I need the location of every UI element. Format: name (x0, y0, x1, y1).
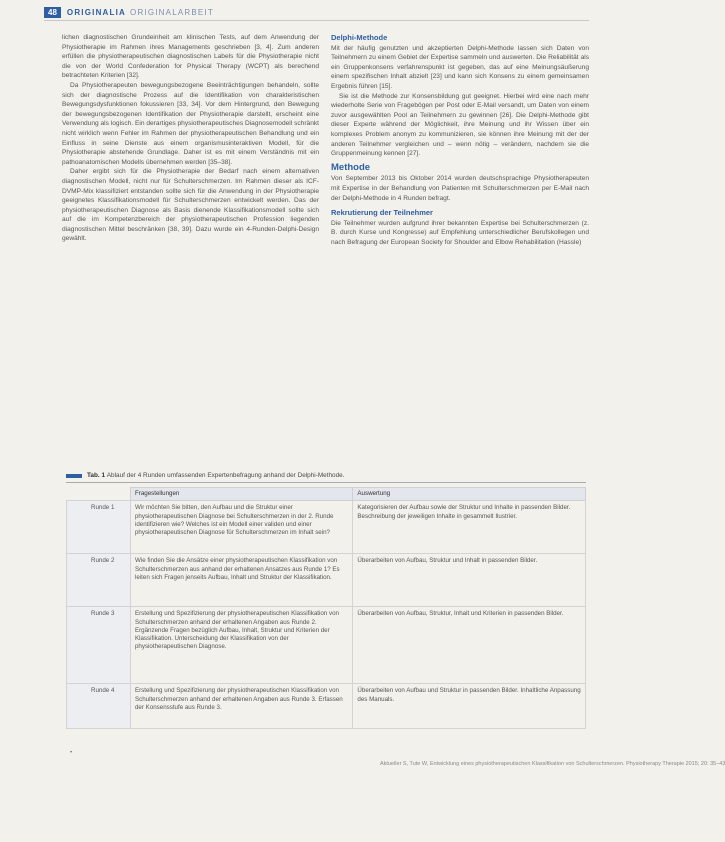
header-rule (44, 20, 589, 21)
evaluation-cell: Überarbeiten von Aufbau, Struktur, Inhalt und Kriterien in passenden Bilder. (353, 607, 586, 684)
question-cell: Erstellung und Spezifizierung der physiotherapeutischen Klassifikation von Schulterschmerzen anhand der erhaltenen Angaben aus Runde 3. Erfassen der Konsensstufe aus Runde 3. (130, 684, 352, 729)
table-header-empty (67, 488, 131, 501)
question-cell: Wir möchten Sie bitten, den Aufbau und die Struktur einer physiotherapeutischen Diagnose bei Schulterschmerzen in der 2. Runde identifizieren wie? Welches ist ein Modell einer validen und einer physiotherapeutischen Diagnose für Schulterschmerzen im Inhalt sein? (130, 501, 352, 554)
body-paragraph: Sie ist die Methode zur Konsensbildung gut geeignet. Hierbei wird eine nach mehr wiederholte Serie von Fragebögen per Post oder E-Mail versandt, um Daten von einem zuvor ausgewählten Pool an Teilnehmern zu gewinnen [26]. Die Delphi-Methode gibt dieser Experte während der Möglichkeit, ihre Meinung und ihr Wissen über ein komplexes Problem anonym zu kommunizieren, sie können ihre Meinung mit der der anderen Teilnehmer vergleichen und – wenn nötig – verändern, nachdem sie die Gruppenmeinung kennen [27]. (331, 92, 589, 158)
round-cell: Runde 3 (67, 607, 131, 684)
left-column (62, 33, 319, 244)
section-heading: Delphi-Methode (331, 33, 388, 42)
table-caption-label: Tab. 1 (87, 472, 105, 479)
evaluation-cell: Überarbeiten von Aufbau, Struktur und Inhalt in passenden Bilder. (353, 554, 586, 607)
evaluation-cell: Überarbeiten von Aufbau und Struktur in passenden Bilder. Inhaltliche Anpassung des Manuals. (353, 684, 586, 729)
round-cell: Runde 4 (67, 684, 131, 729)
subsection-heading: Rekrutierung der Teilnehmer (331, 208, 433, 218)
body-paragraph: Mit der häufig genutzten und akzeptierten Delphi-Methode lassen sich Daten von Teilnehmern zu einem Gebiet der Expertise sammeln und auswerten. Die Reliabilität als ein Gruppenkonsens verfahrenspunkt ist gegeben, das auf eine Meinungsäußerung einem spezifischen Inhalt abzielt [23] und kann sich Konsens zu einem gemeinsamen Ergebnis führen [15]. (331, 44, 589, 90)
question-cell: Wie finden Sie die Ansätze einer physiotherapeutischen Klassifikation von Schulterschmerzen aus anhand der erhaltenen Ansatzes aus Runde 1? Es leiten sich Fragen jenseits Aufbau, Inhalt und Struktur der Klassifikation. (130, 554, 352, 607)
citation-footer: Aktueller S, Tute W, Entwicklung eines physiotherapeutischen Klassifikation von Schulterschmerzen. Physiotherapy Therapie 2015; 20: 35–43 (380, 761, 725, 767)
body-paragraph: Die Teilnehmer wurden aufgrund ihrer bekannten Expertise bei Schulterschmerzen (z. B. durch Kurse und Kongresse) auf Empfehlung unterschiedlicher Berufskollegen und nach Befragung der European Society for Shoulder and Elbow Rehabilitation (Hassle) (331, 219, 589, 246)
section-label: ORIGINALIA (66, 7, 127, 17)
table-row (67, 554, 586, 607)
table-row (67, 684, 586, 729)
table-row (67, 607, 586, 684)
left-paragraph: Da Physiotherapeuten bewegungsbezogene Beeinträchtigungen behandeln, sollte sich der diagnostische Prozess auf die Identifikation von charakteristischen Bewegungsdysfunktionen fokussieren [33, 34]. Vor dem Hintergrund, den Bewegung der bewegungsbezogenen Identifikation der Physiotherapie darstellt, erscheint eine Verwendung als logisch. Ein derartiges physiotherapeutisches Diagnosemodell schränkt nicht wirklich wenn Fehler im Rahmen der physiotherapeutischen Behandlung und ein Einfluss in seine Dienste aus einem organismusinteraktiven Modell, für die Physiotherapie abstehende Grundlage. Daher ist es mit einem Verständnis mit ein pathoanatomischen Modells übernehmen werden [35–38]. (62, 81, 319, 166)
section-sublabel: ORIGINALARBEIT (130, 7, 214, 17)
table-header-cell: Auswertung (353, 488, 586, 501)
table-row (67, 501, 586, 554)
right-column (331, 33, 589, 247)
round-cell: Runde 2 (67, 554, 131, 607)
body-paragraph: Von September 2013 bis Oktober 2014 wurden deutschsprachige Physiotherapeuten mit Expertise in der Behandlung von Patienten mit Schulterschmerzen per E-Mail nach der Delphi-Methode in 4 Runden befragt. (331, 175, 589, 202)
delphi-rounds-table (66, 487, 586, 729)
table-top-rule (66, 482, 586, 483)
bullet-mark: • (70, 750, 73, 756)
table-caption (66, 472, 586, 479)
table-header-cell: Fragestellungen (130, 488, 352, 501)
page-number: 48 (44, 7, 61, 18)
section-heading: Methode (331, 161, 371, 173)
table-header-row (67, 488, 586, 501)
question-cell: Erstellung und Spezifizierung der physiotherapeutischen Klassifikation von Schulterschmerzen anhand der erhaltenen Angaben aus Runde 2. Ergänzende Fragen bezüglich Aufbau, Inhalt, Struktur und Kriterien der Klassifikation. Unterscheidung der Klassifikation von der physiotherapeutischen Diagnose. (130, 607, 352, 684)
left-paragraph: lichen diagnostischen Grundeinheit am klinischen Tests, auf dem Anwendung der Physiotherapie im Rahmen ihres Managements geschrieben [3, 4]. Zum anderen erfüllen die physiotherapeutischen diagnostischen Labels für die Physiotherapie nicht die von der World Confederation for Physical Therapy (WCPT) als berechend betrachteten Kriterien [32]. (62, 34, 319, 80)
left-paragraph: Daher ergibt sich für die Physiotherapie der Bedarf nach einem alternativen diagnostischen Modell, nicht nur für Schulterschmerzen. Im Rahmen dieser als ICF-DVMP-Mix klassifiziert entstanden sollte sich für die Anwendung in der Physiotherapie geeignetes Klassifikationsmodell für Schulterschmerzen entwickelt werden. Das der physiotherapeutischen Diagnose als Basis dienende Klassifikationsmodell sollte sich auf die im Kompetenzbereich der physiotherapeutischen Profession liegenden diagnostischen Mittel beschränken [38, 39]. Dazu wurde ein 4-Runden-Delphi-Design gewählt. (62, 168, 319, 243)
table-caption-text: Ablauf der 4 Runden umfassenden Expertenbefragung anhand der Delphi-Methode. (106, 472, 345, 479)
page-header (44, 6, 589, 18)
evaluation-cell: Kategorisieren der Aufbau sowie der Struktur und Inhalte in passenden Bilder. Beschreibung der jeweiligen Inhalte in gesammelt Ilustrier. (353, 501, 586, 554)
round-cell: Runde 1 (67, 501, 131, 554)
caption-marker (66, 474, 82, 478)
